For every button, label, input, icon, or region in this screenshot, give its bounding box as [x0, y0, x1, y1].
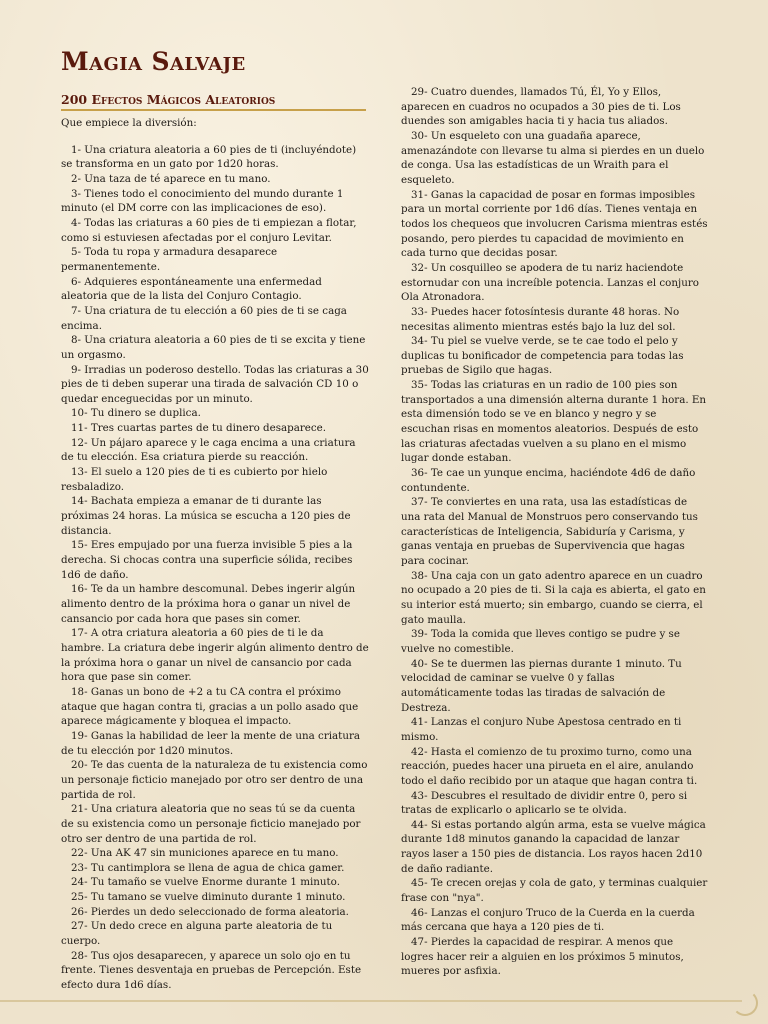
intro-text: Que empiece la diversión:	[61, 117, 197, 129]
effect-item: 13- El suelo a 120 pies de ti es cubierto por hielo resbaladizo.	[61, 466, 328, 493]
effect-item: 47- Pierdes la capacidad de respirar. A menos que logres hacer reir a alguien en los próximos 5 minutos, mueres por asfixia.	[401, 936, 684, 978]
effect-item: 15- Eres empujado por una fuerza invisible 5 pies a la derecha. Si chocas contra una superficie sólida, recibes 1d6 de daño.	[61, 539, 353, 581]
effect-item: 10- Tu dinero se duplica.	[71, 407, 201, 420]
effect-item: 23- Tu cantimplora se llena de agua de chica gamer.	[71, 861, 345, 874]
effect-item: 43- Descubres el resultado de dividir entre 0, pero si tratas de explicarlo o aplicarlo se te olvida.	[401, 789, 688, 817]
effect-item: 16- Te da un hambre descomunal. Debes ingerir algún alimento dentro de la próxima hora o ganar un nivel de cansancio por cada hora que pases sin comer.	[61, 583, 356, 625]
effect-item: 33- Puedes hacer fotosíntesis durante 48 horas. No necesitas alimento mientras estés bajo la luz del sol.	[401, 305, 680, 333]
effect-item: 14- Bachata empieza a emanar de ti durante las próximas 24 horas. La música se escucha a 120 pies de distancia.	[61, 495, 351, 537]
effect-item: 22- Una AK 47 sin municiones aparece en tu mano.	[71, 847, 339, 860]
effects-list-right	[401, 85, 708, 979]
left-column	[61, 46, 369, 993]
effect-item: 36- Te cae un yunque encima, haciéndote 4d6 de daño contundente.	[401, 467, 696, 494]
effect-item: 34- Tu piel se vuelve verde, se te cae todo el pelo y duplicas tu bonificador de competencia para todas las pruebas de Sigilo que hagas.	[401, 335, 684, 377]
page-title: Magia Salvaje	[61, 47, 246, 76]
effect-item: 29- Cuatro duendes, llamados Tú, Él, Yo y Ellos, aparecen en cuadros no ocupados a 30 pies de ti. Los duendes son amigables hacia ti y hacia tus aliados.	[401, 86, 681, 128]
effect-item: 41- Lanzas el conjuro Nube Apestosa centrado en ti mismo.	[401, 716, 682, 743]
effect-item: 9- Irradias un poderoso destello. Todas las criaturas a 30 pies de ti deben superar una tirada de salvación CD 10 o quedar enceguecidas por un minuto.	[61, 363, 369, 405]
effect-item: 45- Te crecen orejas y cola de gato, y terminas cualquier frase con "nya".	[401, 877, 708, 905]
effect-item: 38- Una caja con un gato adentro aparece en un cuadro no ocupado a 20 pies de ti. Si la caja es abierta, el gato en su interior está muerto; sin embargo, cuando se cierra, el gato maulla.	[401, 569, 706, 626]
effects-list-left	[61, 143, 369, 993]
footer-border	[0, 1000, 742, 1002]
effect-item: 5- Toda tu ropa y armadura desaparece permanentemente.	[61, 246, 278, 273]
effect-item: 21- Una criatura aleatoria que no seas tú se da cuenta de su existencia como un personaje ficticio manejado por otro ser dentro de una partida de rol.	[61, 803, 361, 845]
right-column	[401, 85, 708, 979]
effect-item: 3- Tienes todo el conocimiento del mundo durante 1 minuto (el DM corre con las implicaciones de eso).	[61, 187, 344, 215]
effect-item: 19- Ganas la habilidad de leer la mente de una criatura de tu elección por 1d20 minutos.	[61, 729, 361, 757]
effect-item: 18- Ganas un bono de +2 a tu CA contra el próximo ataque que hagan contra ti, gracias a un pollo asado que aparece mágicamente y bloquea el impacto.	[61, 685, 359, 728]
effect-item: 6- Adquieres espontáneamente una enfermedad aleatoria que de la lista del Conjuro Contagio.	[61, 275, 322, 303]
effect-item: 26- Pierdes un dedo seleccionado de forma aleatoria.	[71, 905, 349, 918]
effect-item: 2- Una taza de té aparece en tu mano.	[71, 172, 271, 185]
effect-item: 25- Tu tamano se vuelve diminuto durante 1 minuto.	[71, 891, 346, 904]
effect-item: 42- Hasta el comienzo de tu proximo turno, como una reacción, puedes hacer una pirueta en el aire, anulando todo el daño recibido por un ataque que hagan contra ti.	[401, 745, 698, 787]
effect-item: 32- Un cosquilleo se apodera de tu nariz haciendote estornudar con una increíble potencia. Lanzas el conjuro Ola Atronadora.	[401, 261, 699, 304]
effect-item: 35- Todas las criaturas en un radio de 100 pies son transportados a una dimensión alterna durante 1 hora. En esta dimensión todo se ve en blanco y negro y se escuchan risas en momentos aleatorios. Después de esto las criaturas afectadas vuelven a su plano en el mismo lugar donde estaban.	[401, 379, 707, 465]
effect-item: 7- Una criatura de tu elección a 60 pies de ti se caga encima.	[61, 304, 347, 332]
effect-item: 37- Te conviertes en una rata, usa las estadísticas de una rata del Manual de Monstruos pero conservando tus características de Inteligencia, Sabiduría y Carisma, y ganas ventaja en pruebas de Supervivencia que hagas para cocinar.	[401, 496, 698, 567]
footer-ornament-icon	[732, 990, 758, 1016]
effect-item: 12- Un pájaro aparece y le caga encima a una criatura de tu elección. Esa criatura pierde su reacción.	[61, 436, 356, 464]
effect-item: 24- Tu tamaño se vuelve Enorme durante 1 minuto.	[71, 876, 340, 889]
effect-item: 44- Si estas portando algún arma, esta se vuelve mágica durante 1d8 minutos ganando la capacidad de lanzar rayos laser a 150 pies de distancia. Los rayos hacen 2d10 de daño radiante.	[401, 818, 706, 875]
effect-item: 11- Tres cuartas partes de tu dinero desaparece.	[71, 422, 327, 435]
effect-item: 30- Un esqueleto con una guadaña aparece, amenazándote con llevarse tu alma si pierdes en un duelo de conga. Usa las estadísticas de un Wraith para el esqueleto.	[401, 129, 705, 186]
effect-item: 4- Todas las criaturas a 60 pies de ti empiezan a flotar, como si estuviesen afectadas por el conjuro Levitar.	[61, 216, 357, 244]
effect-item: 31- Ganas la capacidad de posar en formas imposibles para un mortal corriente por 1d6 días. Tienes ventaja en todos los chequeos que involucren Carisma mientras estés posando, pero pierdes tu capacidad de movimiento en cada turno que decidas posar.	[401, 188, 708, 260]
effect-item: 28- Tus ojos desaparecen, y aparece un solo ojo en tu frente. Tienes desventaja en pruebas de Percepción. Este efecto dura 1d6 días.	[61, 949, 362, 992]
section-subtitle: 200 Efectos Mágicos Aleatorios	[61, 92, 276, 107]
effect-item: 1- Una criatura aleatoria a 60 pies de ti (incluyéndote) se transforma en un gato por 1d20 horas.	[61, 143, 357, 171]
effect-item: 39- Toda la comida que lleves contigo se pudre y se vuelve no comestible.	[401, 628, 680, 655]
effect-item: 40- Se te duermen las piernas durante 1 minuto. Tu velocidad de caminar se vuelve 0 y fallas automáticamente todas las tiradas de salvación de Destreza.	[401, 657, 682, 714]
effect-item: 46- Lanzas el conjuro Truco de la Cuerda en la cuerda más cercana que haya a 120 pies de ti.	[401, 906, 695, 934]
effect-item: 20- Te das cuenta de la naturaleza de tu existencia como un personaje ficticio manejado por otro ser dentro de una partida de rol.	[61, 759, 368, 801]
effect-item: 27- Un dedo crece en alguna parte aleatoria de tu cuerpo.	[61, 920, 333, 948]
subtitle-divider	[61, 109, 366, 111]
effect-item: 8- Una criatura aleatoria a 60 pies de ti se excita y tiene un orgasmo.	[61, 334, 366, 361]
effect-item: 17- A otra criatura aleatoria a 60 pies de ti le da hambre. La criatura debe ingerir algún alimento dentro de la próxima hora o ganar un nivel de cansancio por cada hora que pase sin comer.	[61, 627, 369, 684]
